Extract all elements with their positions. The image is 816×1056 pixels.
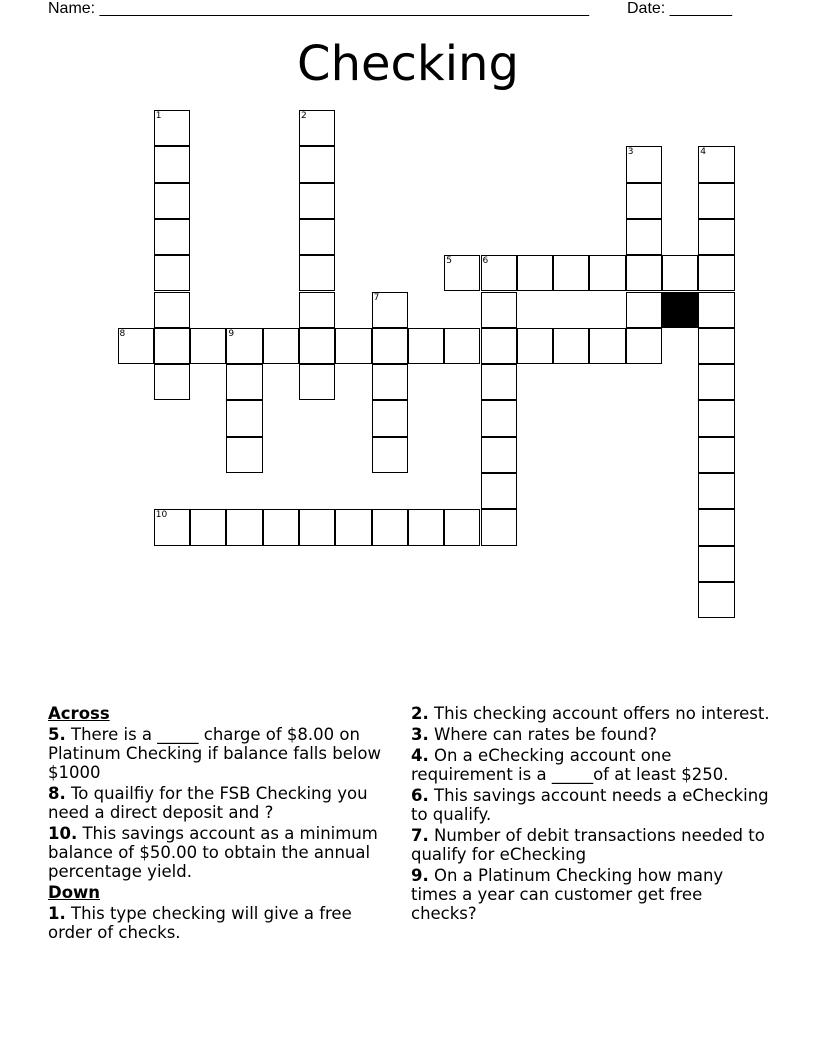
clue-down-2 bbox=[411, 704, 771, 723]
crossword-cell[interactable] bbox=[517, 255, 553, 291]
crossword-cell[interactable] bbox=[553, 255, 589, 291]
crossword-cell[interactable] bbox=[481, 364, 517, 400]
crossword-cell[interactable] bbox=[154, 509, 190, 545]
crossword-cell[interactable] bbox=[372, 509, 408, 545]
crossword-cell[interactable] bbox=[698, 292, 734, 328]
cell-clue-number: 8 bbox=[119, 328, 126, 339]
clue-text: There is a _____ charge of $8.00 on Platinum Checking if balance falls below $1000 bbox=[48, 725, 382, 782]
clue-across-10 bbox=[48, 824, 400, 881]
clue-down-1 bbox=[48, 904, 400, 942]
crossword-cell[interactable] bbox=[263, 509, 299, 545]
crossword-cell[interactable] bbox=[226, 437, 262, 473]
crossword-cell[interactable] bbox=[698, 146, 734, 182]
clue-number: 2. bbox=[411, 704, 429, 723]
clue-down-7 bbox=[411, 826, 771, 864]
crossword-cell[interactable] bbox=[698, 473, 734, 509]
crossword-cell[interactable] bbox=[698, 328, 734, 364]
clues-left-column bbox=[48, 702, 400, 942]
clue-down-6 bbox=[411, 786, 771, 824]
crossword-cell-blocked bbox=[662, 292, 698, 328]
clue-number: 3. bbox=[411, 725, 429, 744]
crossword-cell[interactable] bbox=[626, 219, 662, 255]
crossword-cell[interactable] bbox=[154, 364, 190, 400]
crossword-cell[interactable] bbox=[698, 546, 734, 582]
crossword-cell[interactable] bbox=[299, 146, 335, 182]
crossword-cell[interactable] bbox=[299, 183, 335, 219]
crossword-cell[interactable] bbox=[118, 328, 154, 364]
crossword-cell[interactable] bbox=[408, 328, 444, 364]
crossword-cell[interactable] bbox=[372, 328, 408, 364]
crossword-cell[interactable] bbox=[481, 328, 517, 364]
crossword-cell[interactable] bbox=[626, 328, 662, 364]
crossword-cell[interactable] bbox=[698, 582, 734, 618]
crossword-cell[interactable] bbox=[372, 437, 408, 473]
clue-down-4 bbox=[411, 746, 771, 784]
crossword-cell[interactable] bbox=[626, 255, 662, 291]
crossword-cell[interactable] bbox=[299, 110, 335, 146]
clue-text: On a eChecking account one requirement is a _____of at least $250. bbox=[411, 746, 729, 784]
crossword-cell[interactable] bbox=[481, 255, 517, 291]
crossword-cell[interactable] bbox=[154, 146, 190, 182]
cell-clue-number: 5 bbox=[446, 256, 452, 267]
crossword-cell[interactable] bbox=[517, 328, 553, 364]
clue-number: 6. bbox=[411, 786, 429, 805]
crossword-cell[interactable] bbox=[698, 364, 734, 400]
crossword-cell[interactable] bbox=[444, 255, 480, 291]
crossword-cell[interactable] bbox=[662, 255, 698, 291]
crossword-cell[interactable] bbox=[408, 509, 444, 545]
crossword-cell[interactable] bbox=[299, 364, 335, 400]
crossword-cell[interactable] bbox=[589, 328, 625, 364]
crossword-cell[interactable] bbox=[626, 183, 662, 219]
crossword-cell[interactable] bbox=[154, 219, 190, 255]
clue-down-3 bbox=[411, 725, 771, 744]
clue-down-9 bbox=[411, 866, 771, 923]
cell-clue-number: 10 bbox=[155, 510, 168, 521]
crossword-cell[interactable] bbox=[299, 255, 335, 291]
clue-number: 4. bbox=[411, 746, 429, 765]
cell-clue-number: 1 bbox=[155, 111, 162, 121]
crossword-cell[interactable] bbox=[626, 292, 662, 328]
crossword-cell[interactable] bbox=[299, 219, 335, 255]
crossword-cell[interactable] bbox=[444, 509, 480, 545]
cell-clue-number: 7 bbox=[373, 292, 380, 303]
clue-text: To quailfiy for the FSB Checking you need a direct deposit and ? bbox=[48, 784, 368, 822]
crossword-cell[interactable] bbox=[372, 292, 408, 328]
crossword-cell[interactable] bbox=[626, 146, 662, 182]
cell-clue-number: 9 bbox=[228, 328, 235, 339]
cell-clue-number: 6 bbox=[482, 256, 489, 267]
crossword-cell[interactable] bbox=[299, 509, 335, 545]
crossword-cell[interactable] bbox=[444, 328, 480, 364]
cell-clue-number: 3 bbox=[627, 147, 634, 158]
crossword-cell[interactable] bbox=[698, 400, 734, 436]
crossword-cell[interactable] bbox=[226, 509, 262, 545]
clue-text: This type checking will give a free order of checks. bbox=[48, 904, 352, 942]
clue-text: This checking account offers no interest. bbox=[428, 704, 770, 723]
crossword-cell[interactable] bbox=[154, 328, 190, 364]
crossword-cell[interactable] bbox=[372, 364, 408, 400]
down-heading: Down bbox=[48, 883, 101, 902]
crossword-cell[interactable] bbox=[154, 110, 190, 146]
crossword-cell[interactable] bbox=[481, 400, 517, 436]
clue-text: This savings account as a minimum balance of $50.00 to obtain the annual percentage yield. bbox=[48, 824, 378, 881]
crossword-cell[interactable] bbox=[299, 292, 335, 328]
crossword-cell[interactable] bbox=[698, 255, 734, 291]
date-field-label[interactable]: Date: _______ bbox=[627, 0, 732, 17]
clues-right-column bbox=[411, 702, 771, 923]
crossword-cell[interactable] bbox=[154, 255, 190, 291]
crossword-cell[interactable] bbox=[589, 255, 625, 291]
clue-text: This savings account needs a eChecking to qualify. bbox=[411, 786, 769, 824]
clue-number: 1. bbox=[48, 904, 66, 923]
crossword-cell[interactable] bbox=[190, 509, 226, 545]
clue-number: 9. bbox=[411, 866, 429, 885]
clue-text: On a Platinum Checking how many times a year can customer get free checks? bbox=[411, 866, 724, 923]
across-heading: Across bbox=[48, 704, 110, 723]
crossword-cell[interactable] bbox=[553, 328, 589, 364]
crossword-cell[interactable] bbox=[154, 183, 190, 219]
crossword-cell[interactable] bbox=[190, 328, 226, 364]
crossword-cell[interactable] bbox=[335, 328, 371, 364]
cell-clue-number: 2 bbox=[301, 111, 307, 121]
name-field-label[interactable]: Name: _______________________________________________________ bbox=[48, 0, 589, 17]
crossword-cell[interactable] bbox=[226, 400, 262, 436]
crossword-cell[interactable] bbox=[698, 219, 734, 255]
crossword-cell[interactable] bbox=[154, 292, 190, 328]
clue-number: 5. bbox=[48, 725, 66, 744]
clue-number: 7. bbox=[411, 826, 429, 845]
clue-text: Number of debit transactions needed to qualify for eChecking bbox=[411, 826, 765, 864]
crossword-cell[interactable] bbox=[698, 437, 734, 473]
crossword-cell[interactable] bbox=[698, 183, 734, 219]
crossword-cell[interactable] bbox=[372, 400, 408, 436]
clue-number: 8. bbox=[48, 784, 66, 803]
crossword-cell[interactable] bbox=[299, 328, 335, 364]
crossword-cell[interactable] bbox=[481, 437, 517, 473]
clue-across-5 bbox=[48, 725, 400, 782]
crossword-cell[interactable] bbox=[481, 473, 517, 509]
crossword-cell[interactable] bbox=[263, 328, 299, 364]
crossword-cell[interactable] bbox=[226, 364, 262, 400]
crossword-cell[interactable] bbox=[698, 509, 734, 545]
clue-text: Where can rates be found? bbox=[428, 725, 657, 744]
cell-clue-number: 4 bbox=[700, 147, 707, 158]
crossword-cell[interactable] bbox=[335, 509, 371, 545]
page-title: Checking bbox=[297, 36, 519, 92]
crossword-cell[interactable] bbox=[226, 328, 262, 364]
crossword-cell[interactable] bbox=[481, 509, 517, 545]
clue-across-8 bbox=[48, 784, 400, 822]
clue-number: 10. bbox=[48, 824, 78, 843]
crossword-cell[interactable] bbox=[481, 292, 517, 328]
